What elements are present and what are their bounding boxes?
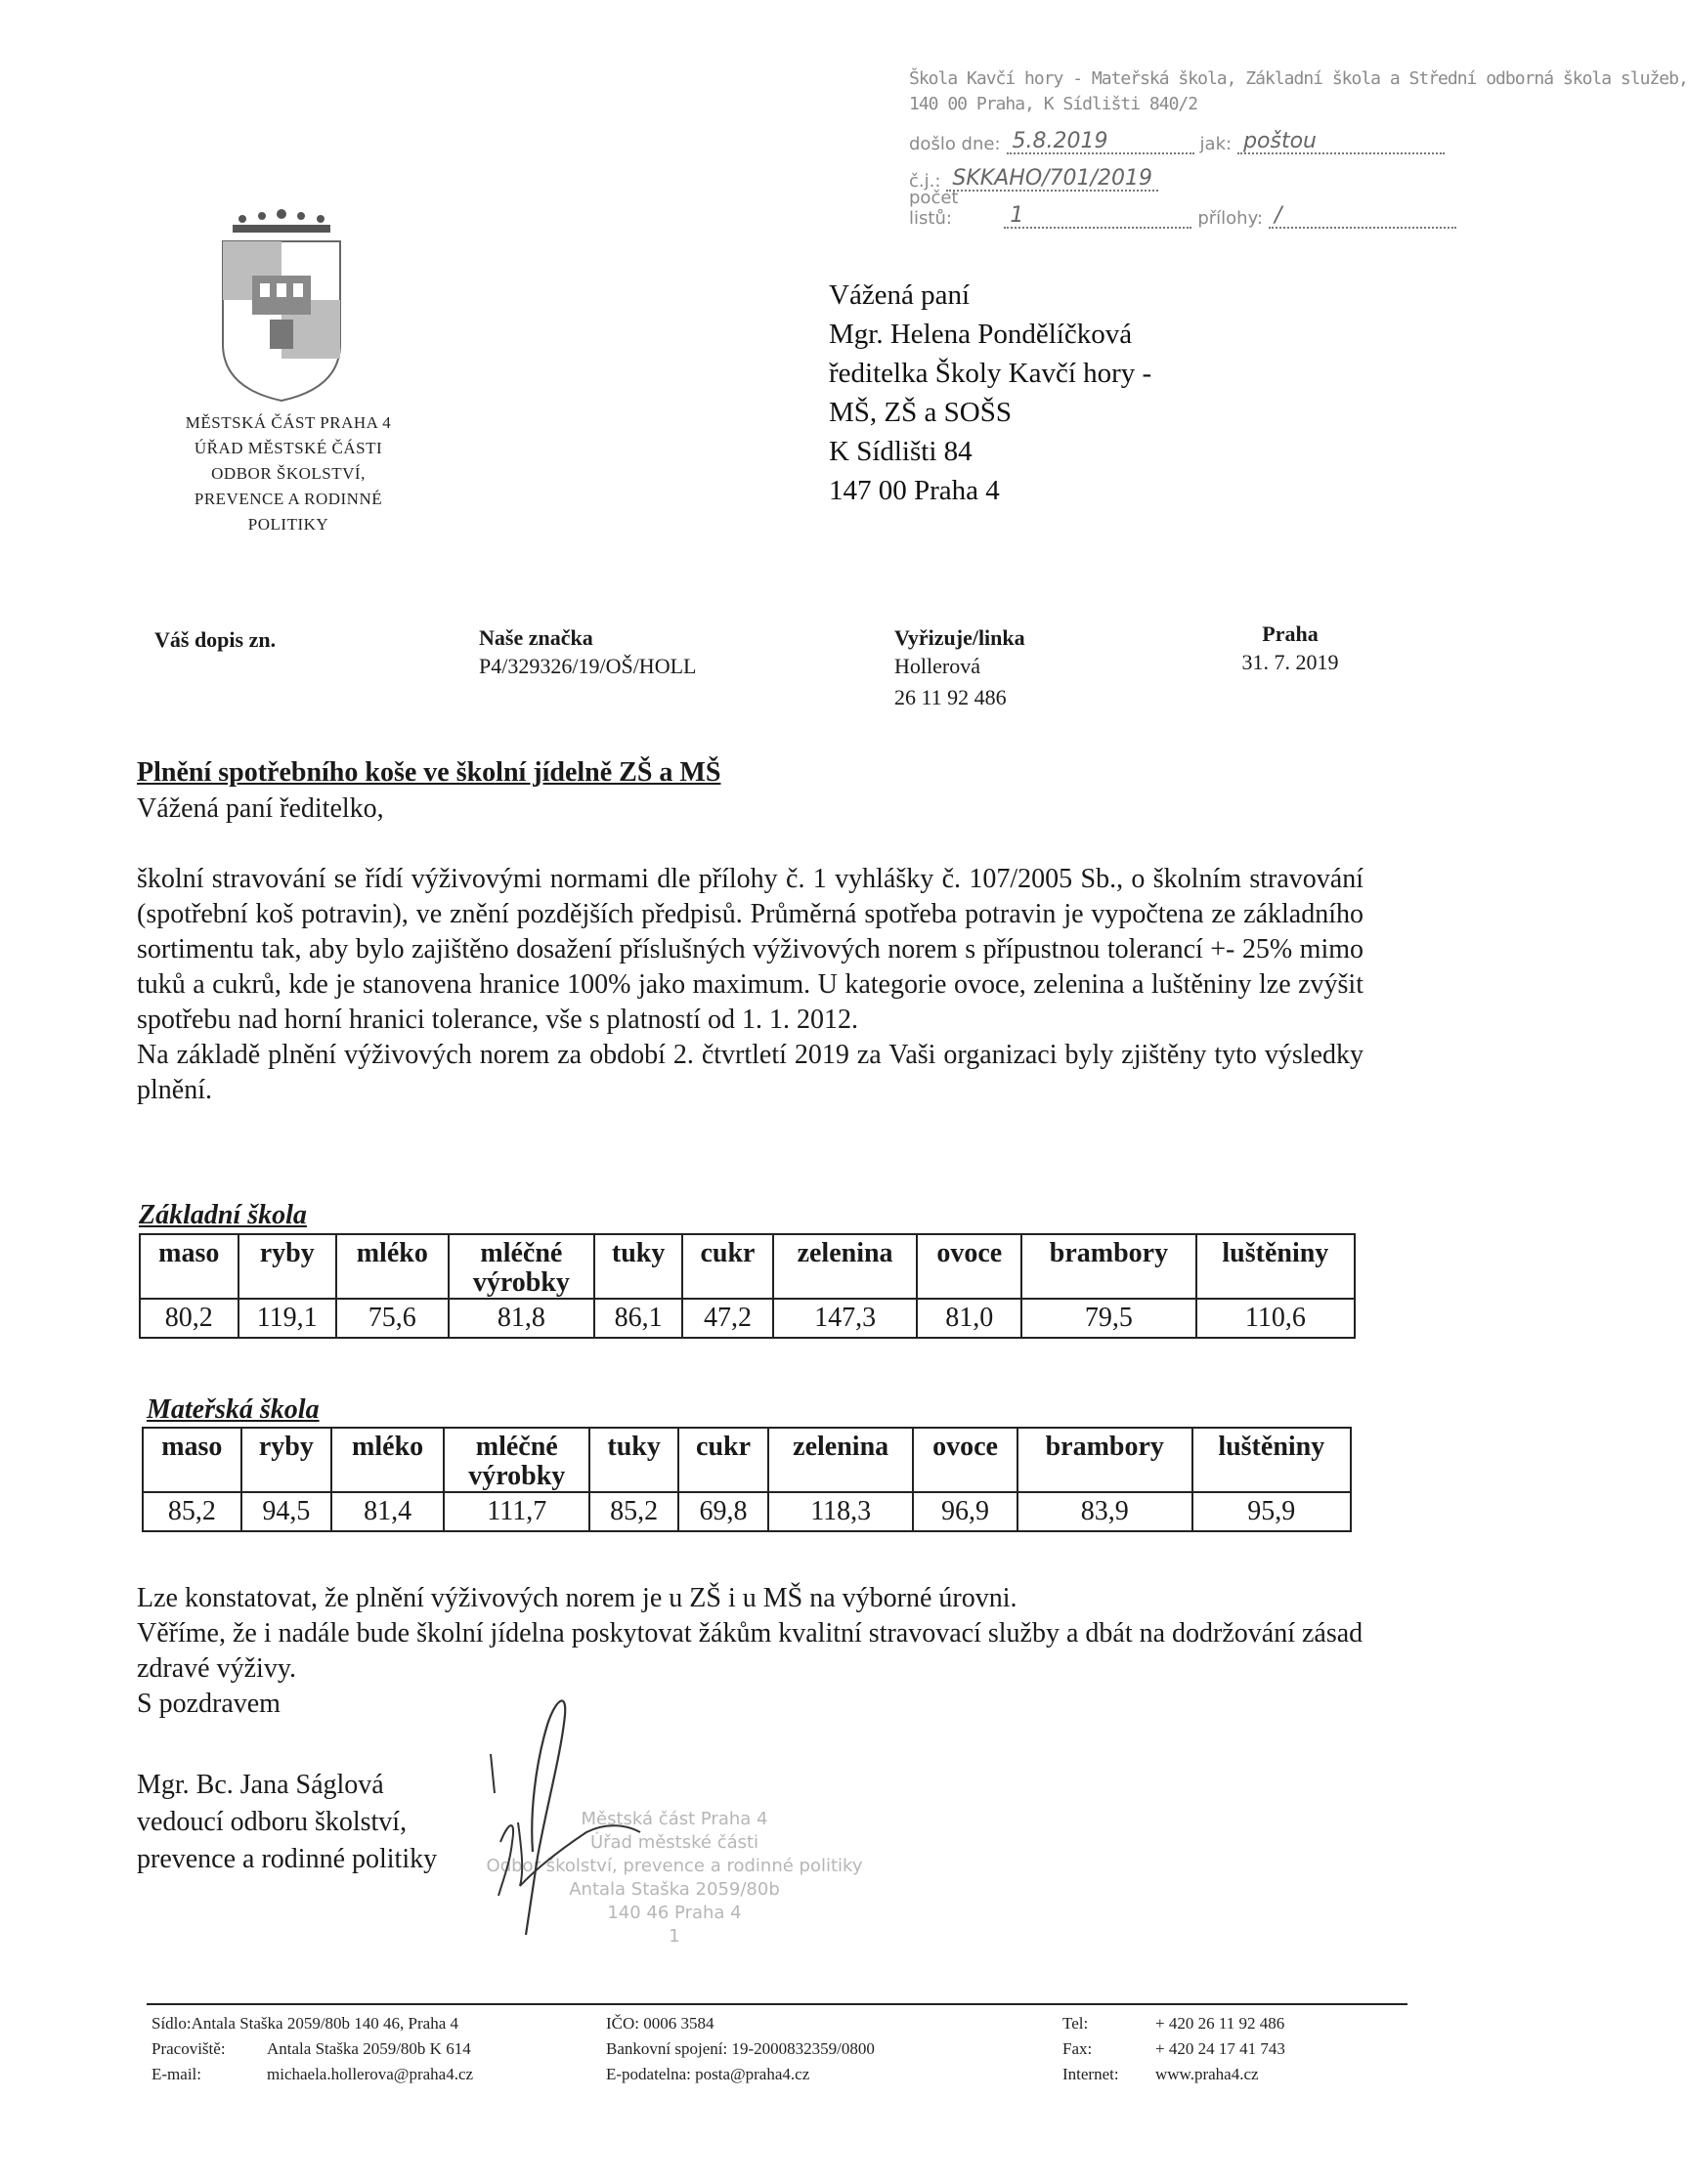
body-paragraph: školní stravování se řídí výživovými normami dle přílohy č. 1 vyhlášky č. 107/2005 Sb., o školním stravování (spotřební koš potravin), ve znění pozdějších předpisů. Průměrná spotřeba potravin je vypočtena ze základního sortimentu tak, aby bylo zajištěno dosažení příslušných výživových norem s přípustnou tolerancí +- 25% mimo tuků a cukrů, kde je stanovena hranice 100% jako maximum. U kategorie ovoce, zelenina a luštěniny lze zvýšit spotřebu nad horní hranici tolerance, vše s platností od 1. 1. 2012. <box>137 864 1363 1035</box>
stamp-attachments-label: přílohy: <box>1197 208 1263 229</box>
stamp-sheets-row <box>909 188 1456 229</box>
stamp-sheets-value: 1 <box>1004 205 1191 229</box>
col-ryby: ryby <box>241 1428 331 1492</box>
col-label: výrobky <box>472 1267 570 1298</box>
handled-phone: 26 11 92 486 <box>894 685 1007 709</box>
footer-contact <box>1062 2011 1285 2087</box>
signature-icon <box>440 1686 655 1940</box>
footer-fax <box>1062 2036 1285 2062</box>
letter-body <box>137 862 1363 1108</box>
table-cell: 147,3 <box>773 1299 918 1338</box>
footer-epodatelna[interactable]: E-podatelna: posta@praha4.cz <box>606 2065 810 2083</box>
col-zelenina: zelenina <box>768 1428 913 1492</box>
col-zelenina: zelenina <box>773 1234 918 1299</box>
footer-fax-value: + 420 24 17 41 743 <box>1155 2039 1285 2058</box>
footer-seat-text: Sídlo:Antala Staška 2059/80b 140 46, Praha 4 <box>151 2014 459 2033</box>
col-mlecne-vyrobky <box>449 1234 594 1299</box>
your-letter-label: Váš dopis zn. <box>154 627 277 652</box>
sender-line: MĚSTSKÁ ČÁST PRAHA 4 <box>185 413 392 432</box>
footer-tel <box>1062 2011 1285 2036</box>
sender-line: ODBOR ŠKOLSTVÍ, <box>211 464 366 483</box>
col-tuky: tuky <box>589 1428 677 1492</box>
stamp-how-label: jak: <box>1199 134 1233 154</box>
footer-bank: Bankovní spojení: 19-2000832359/0800 <box>606 2039 875 2058</box>
place: Praha <box>1262 621 1319 646</box>
footer-company <box>606 2011 875 2087</box>
office-stamp-line: Antala Staška 2059/80b <box>569 1879 780 1900</box>
signer-name: Mgr. Bc. Jana Ságlová <box>137 1770 384 1800</box>
stamp-received-value: 5.8.2019 <box>1007 131 1194 154</box>
footer-email-value[interactable]: michaela.hollerova@praha4.cz <box>267 2065 474 2083</box>
col-ovoce: ovoce <box>913 1428 1017 1492</box>
recipient-salutation: Vážená paní <box>829 279 971 311</box>
received-stamp <box>909 66 1688 229</box>
col-brambory: brambory <box>1017 1428 1192 1492</box>
handled-by <box>894 625 1025 713</box>
footer-ico: IČO: 0006 3584 <box>606 2014 714 2033</box>
stamp-how-value: poštou <box>1237 131 1445 154</box>
table-cell: 81,4 <box>331 1492 444 1531</box>
stamp-received-label: došlo dne: <box>909 134 1001 154</box>
office-stamp-line: Úřad městské části <box>589 1832 759 1853</box>
sender-department <box>147 410 430 537</box>
date: 31. 7. 2019 <box>1241 650 1339 674</box>
letter-salutation: Vážená paní ředitelko, <box>137 793 384 824</box>
our-reference <box>479 625 696 682</box>
table-cell: 85,2 <box>143 1492 241 1531</box>
ms-nutrition-table <box>142 1427 1352 1532</box>
footer-tel-label: Tel: <box>1062 2014 1089 2033</box>
coat-of-arms-icon <box>213 207 350 403</box>
stamp-school-line1: Škola Kavčí hory - Mateřská škola, Základní škola a Střední odborná škola služeb, <box>909 68 1688 89</box>
footer-workplace-value: Antala Staška 2059/80b K 614 <box>267 2039 471 2058</box>
stamp-ref-label: č.j.: <box>909 171 941 192</box>
col-cukr: cukr <box>678 1428 768 1492</box>
table-cell: 83,9 <box>1017 1492 1192 1531</box>
stamp-sheets-label: počet listů: <box>909 188 959 229</box>
col-ryby: ryby <box>238 1234 336 1299</box>
stamp-school-line2: 140 00 Praha, K Sídlišti 840/2 <box>909 94 1198 114</box>
table-cell: 81,0 <box>917 1299 1021 1338</box>
footer-email <box>151 2062 473 2087</box>
recipient-role: MŠ, ZŠ a SOŠS <box>829 397 1012 428</box>
col-label: výrobky <box>468 1461 566 1491</box>
col-maso: maso <box>143 1428 241 1492</box>
office-stamp-line: 140 46 Praha 4 <box>607 1903 742 1923</box>
signer-title: prevence a rodinné politiky <box>137 1844 438 1874</box>
table-cell: 86,1 <box>594 1299 682 1338</box>
footer-fax-label: Fax: <box>1062 2039 1093 2058</box>
closing-paragraph: Lze konstatovat, že plnění výživových norem je u ZŠ i u MŠ na výborné úrovni. <box>137 1583 1017 1613</box>
col-maso: maso <box>140 1234 238 1299</box>
table-cell: 47,2 <box>682 1299 772 1338</box>
handled-label: Vyřizuje/linka <box>894 625 1025 650</box>
place-date <box>1217 621 1363 678</box>
ms-table-title: Mateřská škola <box>147 1394 320 1425</box>
sender-line: ÚŘAD MĚSTSKÉ ČÁSTI <box>194 439 383 457</box>
footer-web-label: Internet: <box>1062 2065 1119 2083</box>
col-mleko: mléko <box>336 1234 449 1299</box>
table-row <box>143 1492 1351 1531</box>
recipient-name: Mgr. Helena Pondělíčková <box>829 319 1133 350</box>
stamp-received-row <box>909 117 1456 154</box>
col-tuky: tuky <box>594 1234 682 1299</box>
table-cell: 96,9 <box>913 1492 1017 1531</box>
footer-email-label: E-mail: <box>151 2065 201 2083</box>
table-header-row <box>143 1428 1351 1492</box>
letter-closing <box>137 1581 1368 1722</box>
recipient-role: ředitelka Školy Kavčí hory - <box>829 358 1152 389</box>
letter-subject: Plnění spotřebního koše ve školní jídelně ZŠ a MŠ <box>137 757 721 788</box>
our-ref-label: Naše značka <box>479 625 593 650</box>
footer-tel-value: + 420 26 11 92 486 <box>1155 2014 1285 2033</box>
table-cell: 69,8 <box>678 1492 768 1531</box>
footer-workplace-label: Pracoviště: <box>151 2039 226 2058</box>
col-cukr: cukr <box>682 1234 772 1299</box>
closing-paragraph: Věříme, že i nadále bude školní jídelna poskytovat žákům kvalitní stravovací služby a dbát na dodržování zásad zdravé výživy. <box>137 1618 1363 1684</box>
sender-line: PREVENCE A RODINNÉ <box>194 490 383 508</box>
col-lusteniny: luštěniny <box>1192 1428 1351 1492</box>
handled-name: Hollerová <box>894 654 980 678</box>
col-label: mléčné <box>475 1432 558 1462</box>
table-cell: 111,7 <box>444 1492 589 1531</box>
office-stamp-line: 1 <box>669 1926 680 1947</box>
table-cell: 85,2 <box>589 1492 677 1531</box>
table-row <box>140 1299 1355 1338</box>
recipient-street: K Sídlišti 84 <box>829 436 973 467</box>
table-cell: 119,1 <box>238 1299 336 1338</box>
table-cell: 110,6 <box>1196 1299 1355 1338</box>
col-label: mléčné <box>480 1238 563 1268</box>
our-ref-value: P4/329326/19/OŠ/HOLL <box>479 654 697 678</box>
table-cell: 95,9 <box>1192 1492 1351 1531</box>
stamp-attachments-value: / <box>1269 205 1456 229</box>
stamp-ref-row <box>909 154 1456 192</box>
table-cell: 94,5 <box>241 1492 331 1531</box>
stamp-ref-value: SKKAHO/701/2019 <box>946 168 1158 192</box>
sender-line: POLITIKY <box>247 515 329 534</box>
table-cell: 81,8 <box>449 1299 594 1338</box>
table-cell: 118,3 <box>768 1492 913 1531</box>
zs-table-title: Základní škola <box>139 1200 307 1230</box>
office-stamp-line: Odbor školství, prevence a rodinné politiky <box>486 1856 863 1876</box>
footer-web <box>1062 2062 1285 2087</box>
body-paragraph: Na základě plnění výživových norem za období 2. čtvrtletí 2019 za Vaši organizaci byly zjištěny tyto výsledky plnění. <box>137 1040 1363 1105</box>
zs-nutrition-table <box>139 1233 1356 1339</box>
table-cell: 79,5 <box>1021 1299 1196 1338</box>
signer-title: vedoucí odboru školství, <box>137 1807 408 1837</box>
col-brambory: brambory <box>1021 1234 1196 1299</box>
footer-seat <box>151 2011 473 2087</box>
recipient-address <box>829 276 1151 510</box>
col-mleko: mléko <box>331 1428 444 1492</box>
table-header-row <box>140 1234 1355 1299</box>
footer-web-value[interactable]: www.praha4.cz <box>1155 2065 1259 2083</box>
table-cell: 80,2 <box>140 1299 238 1338</box>
office-stamp-line: Městská část Praha 4 <box>581 1809 768 1829</box>
table-cell: 75,6 <box>336 1299 449 1338</box>
footer-workplace <box>151 2036 473 2062</box>
closing-regards: S pozdravem <box>137 1689 281 1719</box>
recipient-city: 147 00 Praha 4 <box>829 475 1000 506</box>
signer-block <box>137 1767 437 1878</box>
footer-divider <box>147 2003 1407 2005</box>
col-ovoce: ovoce <box>917 1234 1021 1299</box>
col-lusteniny: luštěniny <box>1196 1234 1355 1299</box>
col-mlecne-vyrobky <box>444 1428 589 1492</box>
